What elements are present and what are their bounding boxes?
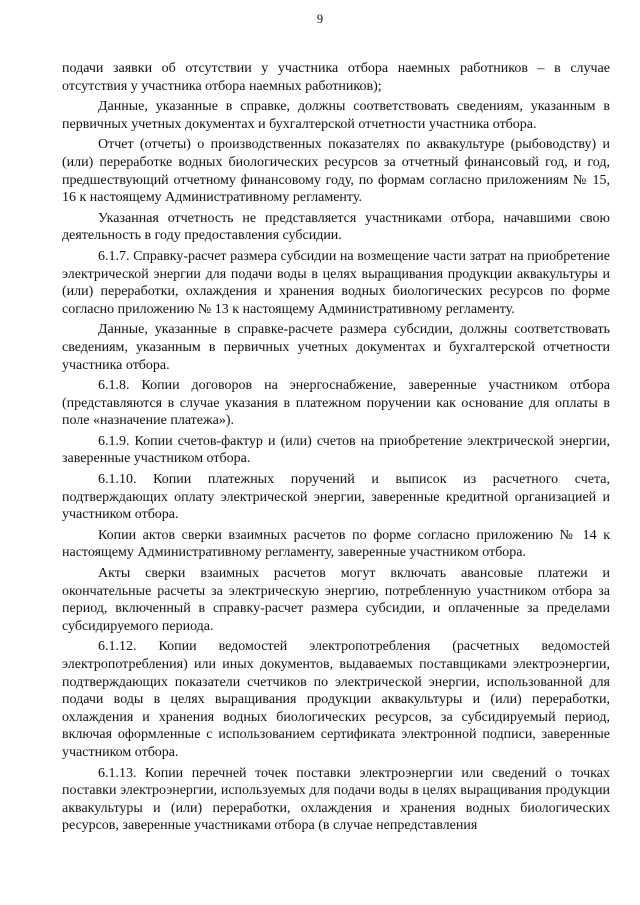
paragraph-10: Копии актов сверки взаимных расчетов по форме согласно приложению № 14 к настоящему Административному регламенту, заверенные участником отбора. — [62, 527, 610, 561]
paragraph-13: 6.1.13. Копии перечней точек поставки электроэнергии или сведений о точках поставки электроэнергии, используемых для подачи воды в целях выращивания продукции аквакультуры и (или) переработки, охлаждения и хранения водных биологических ресурсов, заверенные участниками отбора (в случае непредставления — [62, 765, 610, 834]
paragraph-4: Указанная отчетность не представляется участниками отбора, начавшими свою деятельность в году предоставления субсидии. — [62, 210, 610, 244]
paragraph-11: Акты сверки взаимных расчетов могут включать авансовые платежи и окончательные расчеты за электрическую энергию, потребленную участником отбора за период, включенный в справку-расчет размера субсидии, и оплаченные за пределами субсидируемого периода. — [62, 566, 610, 634]
document-body — [62, 60, 610, 838]
paragraph-9: 6.1.10. Копии платежных поручений и выписок из расчетного счета, подтверждающих оплату электрической энергии, заверенные кредитной организацией и участником отбора. — [62, 472, 610, 523]
page-number: 9 — [316, 12, 324, 26]
paragraph-5: 6.1.7. Справку-расчет размера субсидии на возмещение части затрат на приобретение электрической энергии для подачи воды в целях выращивания продукции аквакультуры и (или) переработки, охлаждения и хранения водных биологических ресурсов по форме согласно приложению № 13 к настоящему Административному регламенту. — [62, 248, 610, 317]
paragraph-2: Данные, указанные в справке, должны соответствовать сведениям, указанным в первичных учетных документах и бухгалтерской отчетности участника отбора. — [62, 99, 610, 132]
paragraph-8: 6.1.9. Копии счетов-фактур и (или) счетов на приобретение электрической энергии, заверенные участником отбора. — [62, 433, 610, 467]
paragraph-3: Отчет (отчеты) о производственных показателях по аквакультуре (рыбоводству) и (или) переработке водных биологических ресурсов за отчетный финансовый год, и год, предшествующий отчетному финансовому году, по формам согласно приложениям № 15, 16 к настоящему Административному регламенту. — [62, 137, 610, 206]
paragraph-12: 6.1.12. Копии ведомостей электропотребления (расчетных ведомостей электропотребления) или иных документов, выдаваемых поставщиками электроэнергии, подтверждающих показатели счетчиков по электрической энергии, использованной для подачи воды в целях выращивания продукции аквакультуры и (или) переработки, охлаждения и хранения водных биологических ресурсов, за субсидируемый период, включая оформленные с использованием сертификата электронной подписи, заверенные участником отбора. — [62, 639, 610, 760]
paragraph-1: подачи заявки об отсутствии у участника отбора наемных работников – в случае отсутствия у участника отбора наемных работников); — [62, 61, 610, 94]
paragraph-7: 6.1.8. Копии договоров на энергоснабжение, заверенные участником отбора (представляются в случае указания в платежном поручении как основание для оплаты в поле «назначение платежа»). — [62, 378, 610, 429]
paragraph-6: Данные, указанные в справке-расчете размера субсидии, должны соответствовать сведениям, указанным в первичных учетных документах и бухгалтерской отчетности участника отбора. — [62, 322, 610, 373]
